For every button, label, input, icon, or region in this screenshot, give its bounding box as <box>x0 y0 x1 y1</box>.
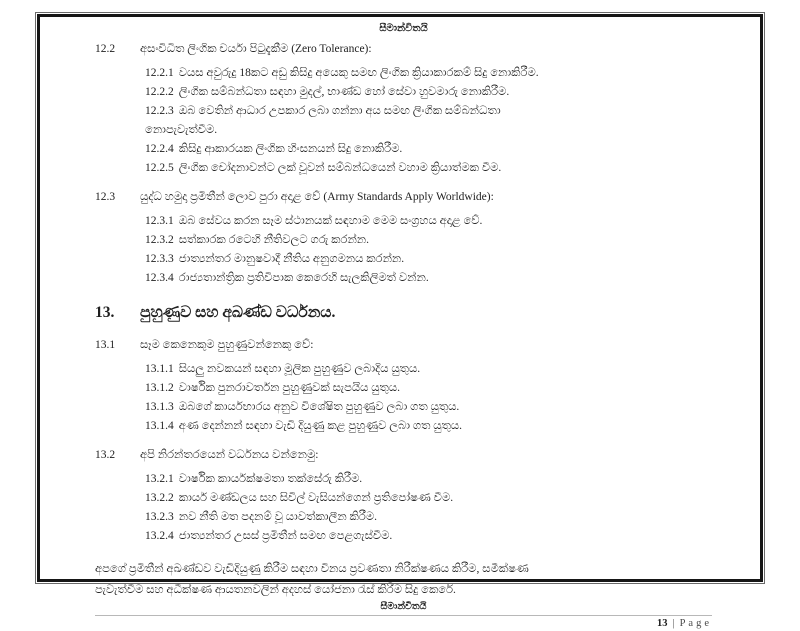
section-13-1 <box>95 336 712 355</box>
item-number: 12.2.3 <box>145 105 174 117</box>
closing-paragraph <box>95 559 712 601</box>
section-title: අපි නිරන්තරයෙන් වර්ධනය වන්නෙමු: <box>140 449 319 461</box>
item-text: වාර්ෂික පුනරාවර්තන පුහුණුවක් සැපයිය යුතුය. <box>178 382 401 394</box>
item-text: සත්කාරක රටෙහි නීතිවලට ගරු කරන්න. <box>178 234 370 246</box>
item-text: වයස අවුරුදු 18කට අඩු කිසිදු අයෙකු සමඟ ලිංගික ක්‍රියාකාරකම් සිදු නොකිරීම. <box>178 67 539 79</box>
item-number: 13.1.2 <box>145 382 174 394</box>
list-item <box>145 64 712 83</box>
item-text: ජාත්‍යන්තර මානුෂවාදී නීතිය අනුගමනය කරන්න. <box>178 253 405 265</box>
footer-page-number <box>95 616 712 631</box>
page-number-separator: | <box>672 618 675 629</box>
item-number: 13.2.4 <box>145 530 174 542</box>
item-text: අණ දෙන්නන් සඳහා වැඩි දියුණු කළ පුහුණුව ලබා ගත යුතුය. <box>178 420 463 432</box>
item-number: 13.2.1 <box>145 473 174 485</box>
item-number: 13.2.2 <box>145 492 174 504</box>
list-item <box>145 417 712 436</box>
chapter-13-heading <box>95 301 712 325</box>
section-number: 13.1 <box>95 339 116 351</box>
section-title: අසංවිධිත ලිංගික චර්යා පිටුදැකීම (Zero Tolerance): <box>140 43 372 55</box>
item-text: කිසිදු ආකාරයක ලිංගික හිංසනයන් සිදු නොකිරීම. <box>178 143 403 155</box>
chapter-number: 13. <box>95 304 115 321</box>
item-number: 12.2.1 <box>145 67 174 79</box>
section-13-2-items <box>95 470 712 546</box>
item-text: ඔබ වෙතින් ආධාර උපකාර ලබා ගන්නා අය සමඟ ලිංගික සම්බන්ධතා <box>178 105 501 117</box>
list-item-continuation <box>145 121 712 140</box>
item-text: සියලු නවකයන් සඳහා මූලික පුහුණුව ලබාදිය යුතුය. <box>178 363 421 375</box>
list-item <box>145 269 712 288</box>
list-item <box>145 360 712 379</box>
item-number: 13.1.1 <box>145 363 174 375</box>
item-text: නව නීති මත පදනම් වූ යාවත්කාලීන කිරීම. <box>178 511 377 523</box>
list-item <box>145 231 712 250</box>
list-item <box>145 102 712 121</box>
item-number: 12.3.3 <box>145 253 174 265</box>
item-number: 13.1.4 <box>145 420 174 432</box>
item-text: ජාත්‍යන්තර උසස් ප්‍රමිතීන් සමඟ පෙළගැස්වීම. <box>178 530 393 542</box>
section-13-2 <box>95 446 712 465</box>
footer-classification: සීමාන්විතයි <box>95 601 712 616</box>
list-item <box>145 140 712 159</box>
list-item <box>145 212 712 231</box>
document-page <box>37 14 763 629</box>
section-12-3 <box>95 188 712 207</box>
section-number: 13.2 <box>95 449 116 461</box>
item-number: 12.2.2 <box>145 86 174 98</box>
paragraph-line: අපගේ ප්‍රමිතීන් අඛණ්ඩව වැඩිදියුණු කිරීම සඳහා විනය ප්‍රවණතා නිරීක්ෂණය කිරීම, සමීක්ෂණ <box>95 563 529 575</box>
item-text: කාර්ය මණ්ඩලය සහ සිවිල් වැසියන්ගෙන් ප්‍රතිපෝෂණ වීම. <box>178 492 454 504</box>
list-item <box>145 508 712 527</box>
list-item <box>145 527 712 546</box>
item-number: 12.2.5 <box>145 162 174 174</box>
list-item <box>145 398 712 417</box>
item-text: වාර්ෂික කාර්යක්ෂමතා තක්සේරු කිරීම. <box>178 473 363 485</box>
section-12-2 <box>95 40 712 59</box>
item-text: ලිංගික සම්බන්ධතා සඳහා මුදල්, භාණ්ඩ හෝ සේවා හුවමාරු නොකිරීම. <box>178 86 510 98</box>
section-12-2-items <box>95 64 712 178</box>
item-text: රාජ්‍යතාන්ත්‍රික ප්‍රතිවිපාක කෙරෙහි සැලකිලිමත් වන්න. <box>178 272 429 284</box>
item-text: ඔබගේ කාර්යභාරය අනුව විශේෂිත පුහුණුව ලබා ගත යුතුය. <box>178 401 460 413</box>
item-text: ඔබ සේවය කරන සෑම ස්ථානයක් සඳහාම මෙම සංග්‍රහය අදාළ වේ. <box>178 215 483 227</box>
item-number: 12.3.4 <box>145 272 174 284</box>
section-title: සෑම කෙනෙකුම පුහුණුවන්නෙකු වේ: <box>140 339 314 351</box>
page-footer <box>95 601 712 631</box>
list-item <box>145 250 712 269</box>
paragraph-line: පැවැත්වීම සහ අධීක්ෂණ ආයතනවලින් අදහස් යෝජනා රැස් කිරීම සිදු කෙරේ. <box>95 584 456 596</box>
item-number: 13.2.3 <box>145 511 174 523</box>
item-number: 12.3.1 <box>145 215 174 227</box>
item-number: 12.3.2 <box>145 234 174 246</box>
chapter-title: පුහුණුව සහ අඛණ්ඩ වර්ධනය. <box>140 304 336 321</box>
item-text: ලිංගික චෝදනාවන්ට ලක් වූවන් සම්බන්ධයෙන් වහාම ක්‍රියාත්මක වීම. <box>178 162 502 174</box>
list-item <box>145 83 712 102</box>
section-number: 12.2 <box>95 43 116 55</box>
page-word: Page <box>679 618 712 629</box>
list-item <box>145 489 712 508</box>
item-text: නොපැවැත්වීම. <box>145 124 218 136</box>
item-number: 12.2.4 <box>145 143 174 155</box>
section-title: යුද්ධ හමුදා ප්‍රමිතීන් ලොව පුරා අදාළ වේ (Army Standards Apply Worldwide): <box>140 191 494 203</box>
section-number: 12.3 <box>95 191 116 203</box>
classification-header: සීමාන්විතයි <box>379 23 428 34</box>
list-item <box>145 470 712 489</box>
list-item <box>145 159 712 178</box>
list-item <box>145 379 712 398</box>
item-number: 13.1.3 <box>145 401 174 413</box>
section-13-1-items <box>95 360 712 436</box>
section-12-3-items <box>95 212 712 288</box>
page-number: 13 <box>656 618 668 629</box>
